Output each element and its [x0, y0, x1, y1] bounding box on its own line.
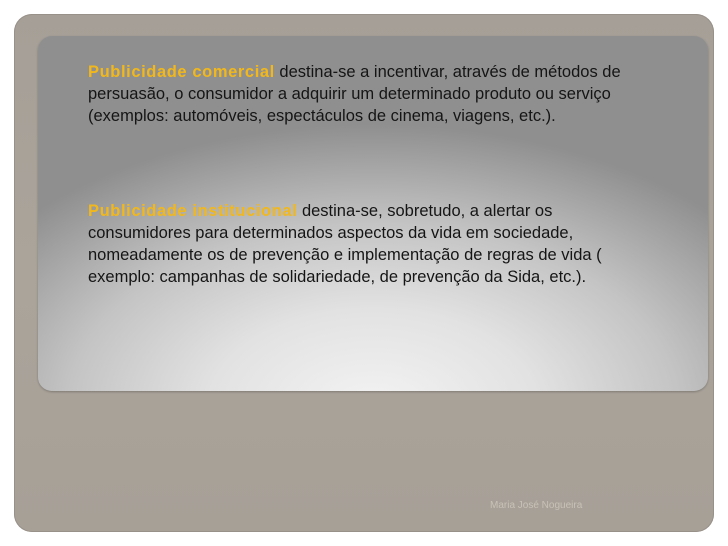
paragraph-institutional-advertising: [88, 200, 648, 288]
paragraph-commercial-advertising: [88, 61, 648, 127]
term-commercial-advertising: Publicidade comercial: [88, 63, 275, 81]
term-institutional-advertising: Publicidade institucional: [88, 202, 298, 220]
footer-author: Maria José Nogueira: [490, 500, 583, 511]
paragraph-institutional-text: destina-se, sobretudo, a alertar os consumidores para determinados aspectos da vida em sociedade, nomeadamente os de prevenção e implementação de regras de vida ( exemplo: campanhas de solidariedade, de prevenção da Sida, etc.).: [88, 202, 602, 286]
paragraph-commercial-text: destina-se a incentivar, através de métodos de persuasão, o consumidor a adquirir um determinado produto ou serviço (exemplos: automóveis, espectáculos de cinema, viagens, etc.).: [88, 63, 621, 125]
